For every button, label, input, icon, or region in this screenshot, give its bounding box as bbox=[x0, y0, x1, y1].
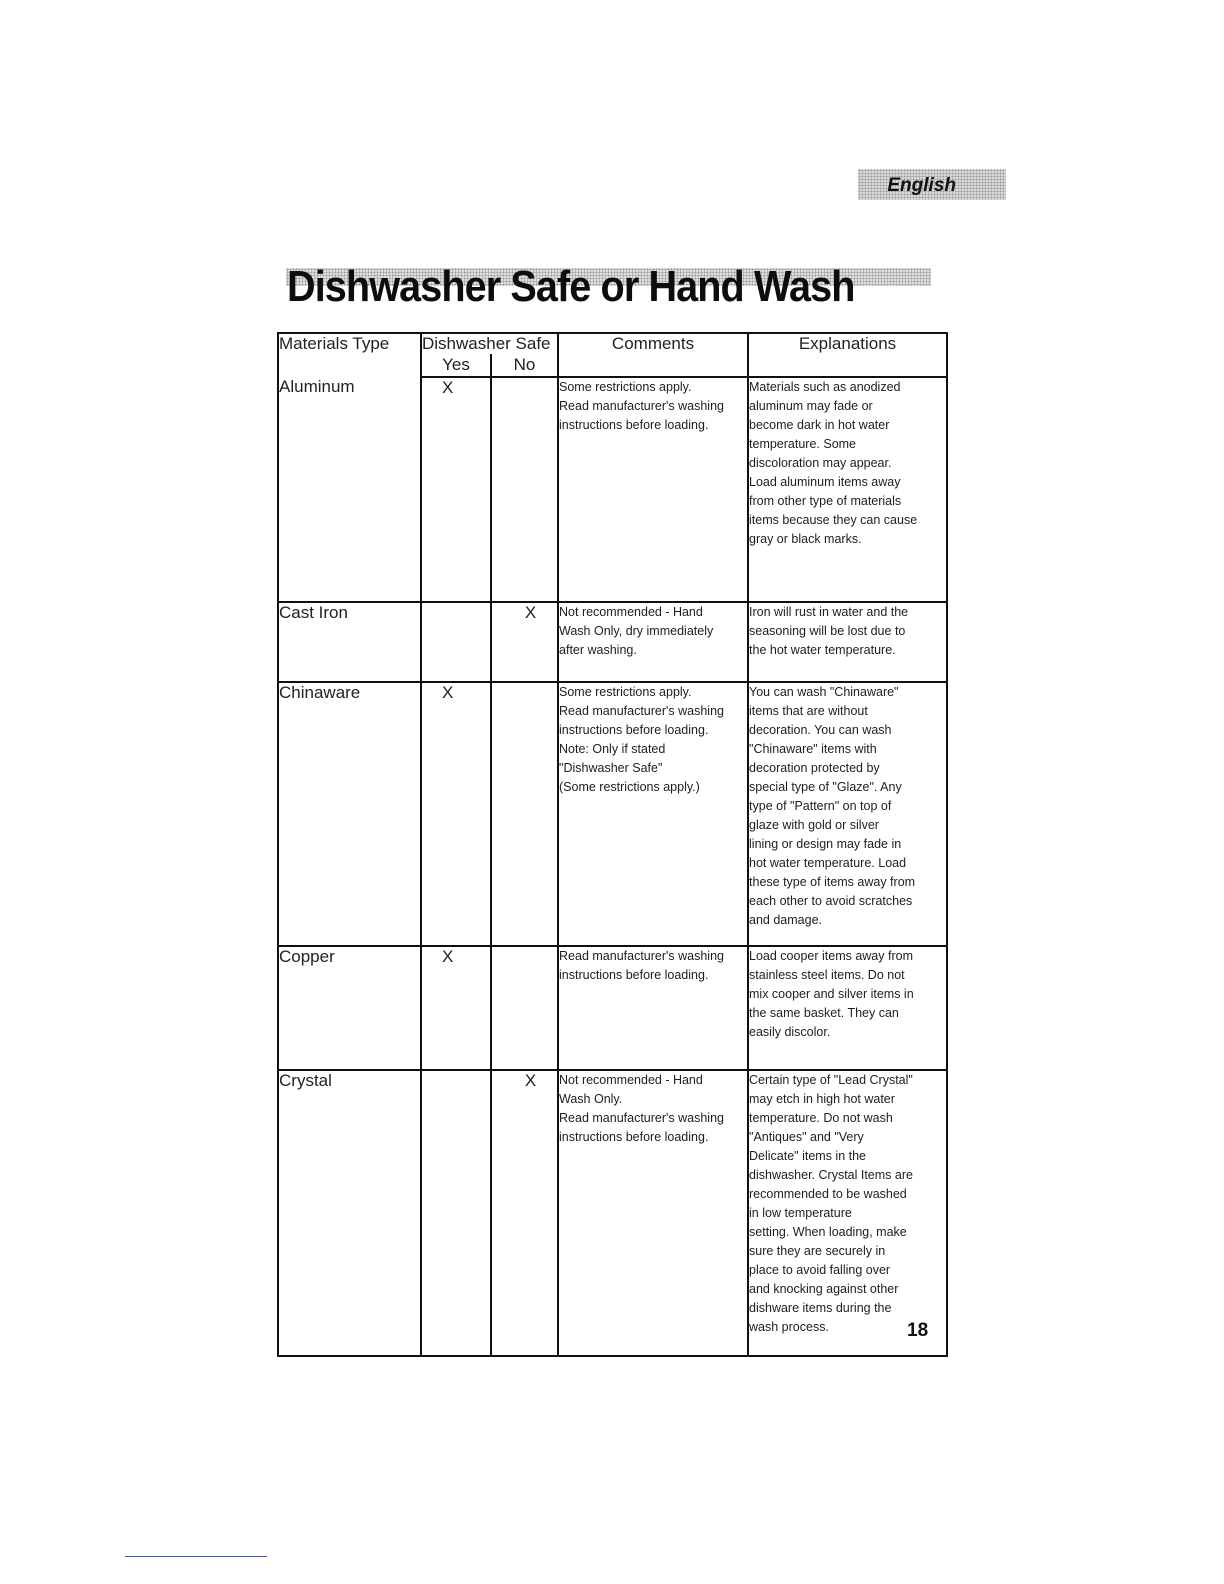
explanation-line: temperature. Do not wash bbox=[749, 1111, 893, 1125]
comment-line: Read manufacturer's washing bbox=[559, 1111, 724, 1125]
explanations-cell bbox=[748, 946, 947, 1070]
comment-line: instructions before loading. bbox=[559, 418, 709, 432]
explanation-line: Certain type of "Lead Crystal" bbox=[749, 1073, 913, 1087]
explanation-line: easily discolor. bbox=[749, 1025, 831, 1039]
comment-line: after washing. bbox=[559, 643, 637, 657]
explanation-line: sure they are securely in bbox=[749, 1244, 886, 1258]
header-comments: Comments bbox=[558, 333, 748, 377]
comment-line: Read manufacturer's washing bbox=[559, 949, 724, 963]
explanations-cell bbox=[748, 682, 947, 946]
comment-line: "Dishwasher Safe" bbox=[559, 761, 663, 775]
no-mark bbox=[491, 377, 558, 602]
material-name: Aluminum bbox=[278, 377, 421, 602]
explanation-line: from other type of materials bbox=[749, 494, 902, 508]
explanation-line: Load aluminum items away bbox=[749, 475, 901, 489]
explanation-line: lining or design may fade in bbox=[749, 837, 902, 851]
no-mark: X bbox=[491, 602, 558, 682]
explanation-line: dishwasher. Crystal Items are bbox=[749, 1168, 913, 1182]
explanation-line: hot water temperature. Load bbox=[749, 856, 907, 870]
explanation-line: may etch in high hot water bbox=[749, 1092, 895, 1106]
header-dishwasher-safe: Dishwasher Safe bbox=[421, 333, 558, 354]
explanation-line: aluminum may fade or bbox=[749, 399, 873, 413]
explanation-line: recommended to be washed bbox=[749, 1187, 907, 1201]
explanation-line: decoration protected by bbox=[749, 761, 880, 775]
explanation-line: "Antiques" and "Very bbox=[749, 1130, 864, 1144]
comment-line: Wash Only, dry immediately bbox=[559, 624, 714, 638]
material-name: Cast Iron bbox=[278, 602, 421, 682]
material-name: Chinaware bbox=[278, 682, 421, 946]
explanation-line: Iron will rust in water and the bbox=[749, 605, 909, 619]
material-name: Crystal bbox=[278, 1070, 421, 1356]
explanation-line: items that are without bbox=[749, 704, 868, 718]
language-tab: English bbox=[858, 169, 1006, 200]
explanation-line: Delicate" items in the bbox=[749, 1149, 867, 1163]
explanation-line: in low temperature bbox=[749, 1206, 852, 1220]
explanation-line: and damage. bbox=[749, 913, 822, 927]
explanation-line: temperature. Some bbox=[749, 437, 857, 451]
header-explanations: Explanations bbox=[748, 333, 947, 377]
comment-line: Note: Only if stated bbox=[559, 742, 666, 756]
comments-cell bbox=[558, 682, 748, 946]
yes-mark bbox=[421, 1070, 491, 1356]
explanation-line: seasoning will be lost due to bbox=[749, 624, 906, 638]
no-mark bbox=[491, 682, 558, 946]
explanation-line: Materials such as anodized bbox=[749, 380, 901, 394]
comment-line: Not recommended - Hand bbox=[559, 605, 703, 619]
materials-table bbox=[277, 332, 948, 1357]
explanation-line: the hot water temperature. bbox=[749, 643, 896, 657]
table-header-row bbox=[278, 333, 947, 354]
explanation-line: special type of "Glaze". Any bbox=[749, 780, 902, 794]
explanation-line: each other to avoid scratches bbox=[749, 894, 913, 908]
table-row bbox=[278, 682, 947, 946]
explanation-line: mix cooper and silver items in bbox=[749, 987, 914, 1001]
no-mark bbox=[491, 946, 558, 1070]
table-row bbox=[278, 602, 947, 682]
header-materials-type: Materials Type bbox=[278, 333, 421, 377]
comment-line: Wash Only. bbox=[559, 1092, 623, 1106]
comments-cell bbox=[558, 377, 748, 602]
explanation-line: setting. When loading, make bbox=[749, 1225, 907, 1239]
comment-line: instructions before loading. bbox=[559, 1130, 709, 1144]
no-mark: X bbox=[491, 1070, 558, 1356]
explanations-cell bbox=[748, 602, 947, 682]
explanation-line: stainless steel items. Do not bbox=[749, 968, 905, 982]
comment-line: Read manufacturer's washing bbox=[559, 704, 724, 718]
comment-line: Some restrictions apply. bbox=[559, 685, 692, 699]
explanation-line: gray or black marks. bbox=[749, 532, 862, 546]
yes-mark: X bbox=[421, 377, 491, 602]
material-name: Copper bbox=[278, 946, 421, 1070]
comments-cell bbox=[558, 946, 748, 1070]
table-body bbox=[278, 377, 947, 1356]
explanation-line: decoration. You can wash bbox=[749, 723, 892, 737]
footnote-rule bbox=[125, 1556, 267, 1557]
table-row bbox=[278, 1070, 947, 1356]
comment-line: (Some restrictions apply.) bbox=[559, 780, 700, 794]
explanation-line: discoloration may appear. bbox=[749, 456, 892, 470]
explanation-line: "Chinaware" items with bbox=[749, 742, 877, 756]
explanations-cell bbox=[748, 377, 947, 602]
comments-cell bbox=[558, 602, 748, 682]
comment-line: Read manufacturer's washing bbox=[559, 399, 724, 413]
explanation-line: wash process. bbox=[749, 1320, 829, 1334]
explanation-line: Load cooper items away from bbox=[749, 949, 913, 963]
table-row bbox=[278, 377, 947, 602]
explanation-line: dishware items during the bbox=[749, 1301, 892, 1315]
comment-line: instructions before loading. bbox=[559, 968, 709, 982]
explanation-line: become dark in hot water bbox=[749, 418, 890, 432]
explanations-cell bbox=[748, 1070, 947, 1356]
explanation-line: glaze with gold or silver bbox=[749, 818, 879, 832]
table-row bbox=[278, 946, 947, 1070]
comments-cell bbox=[558, 1070, 748, 1356]
comment-line: instructions before loading. bbox=[559, 723, 709, 737]
page-title: Dishwasher Safe or Hand Wash bbox=[287, 262, 855, 311]
header-yes: Yes bbox=[421, 354, 491, 377]
comment-line: Not recommended - Hand bbox=[559, 1073, 703, 1087]
yes-mark: X bbox=[421, 682, 491, 946]
explanation-line: and knocking against other bbox=[749, 1282, 899, 1296]
explanation-line: You can wash "Chinaware" bbox=[749, 685, 899, 699]
explanation-line: these type of items away from bbox=[749, 875, 916, 889]
yes-mark: X bbox=[421, 946, 491, 1070]
explanation-line: items because they can cause bbox=[749, 513, 918, 527]
page-number: 18 bbox=[907, 1320, 929, 1341]
explanation-line: the same basket. They can bbox=[749, 1006, 899, 1020]
explanation-line: place to avoid falling over bbox=[749, 1263, 891, 1277]
explanation-line: type of "Pattern" on top of bbox=[749, 799, 892, 813]
yes-mark bbox=[421, 602, 491, 682]
comment-line: Some restrictions apply. bbox=[559, 380, 692, 394]
header-no: No bbox=[491, 354, 558, 377]
